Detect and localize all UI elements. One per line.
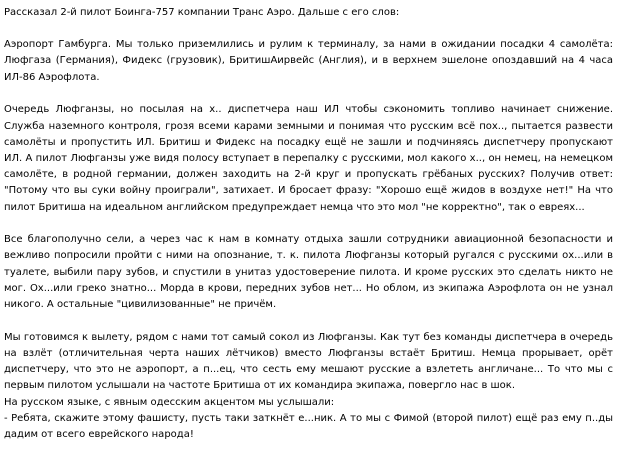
article-text xyxy=(4,5,613,443)
paragraph-accent: На русском языке, с явным одесским акцентом мы услышали: xyxy=(4,396,335,408)
paragraph-airport: Аэропорт Гамбурга. Мы только приземлились и рулим к терминалу, за нами в ожидании посадки 4 самолёта: Люфгаза (Германия), Фидекс (грузовик), БритишАирвейс (Англия), и в верхнем эшелоне опоздавший на 4 часа ИЛ-86 Аэрофлота. xyxy=(4,39,613,83)
paragraph-takeoff: Мы готовимся к вылету, рядом с нами тот самый сокол из Люфганзы. Как тут без команды диспетчера в очередь на взлёт (отличительная черта наших лётчиков) вместо Люфганзы встаёт Бритиш. Немца прорывает, орёт диспетчеру, что это не аэропорт, а п...ец, что сесть ему мешают русские а взлететь англичане... То что мы с первым пилотом услышали на частоте Бритиша от их командира экипажа, повергло нас в шок. xyxy=(4,331,613,392)
paragraph-queue: Очередь Люфганзы, но посылая на х.. диспетчера наш ИЛ чтобы сэкономить топливо начинает снижение. Служба наземного контроля, грозя всеми карами земными и понимая что русским всё пох.., пытается развести самолёты и пропустить ИЛ. Бритиш и Фидекс на посадку ещё не зашли и подчиняясь диспетчеру пропускают ИЛ. А пилот Люфганзы уже видя полосу вступает в перепалку с русскими, мол какого х.., он немец, на немецком самолёте, в родной германии, должен заходить на 2-й круг и пропускать грёбаных русских? Получив ответ: "Потому что вы суки войну проиграли", затихает. И бросает фразу: "Хорошо ещё жидов в воздухе нет!" На что пилот Бритиша на идеальном английском предупреждает немца что это мол "не корректно", так о евреях... xyxy=(4,104,613,213)
paragraph-quote: - Ребята, скажите этому фашисту, пусть таки заткнёт е...ник. А то мы с Фимой (второй пилот) ещё раз ему п..ды дадим от всего еврейского народа! xyxy=(4,412,613,440)
intro-line: Рассказал 2-й пилот Боинга-757 компании Транс Аэро. Дальше с его слов: xyxy=(4,7,400,18)
paragraph-landing: Все благополучно сели, а через час к нам в комнату отдыха зашли сотрудники авиационной безопасности и вежливо попросили пройти с ними на опознание, т. к. пилота Люфганзы который ругался с русскими ох...или в туалете, выбили пару зубов, и спустили в унитаз удостоверение пилота. И кроме русских это сделать никто не мог. Ох...или греко знатно... Морда в крови, передних зубов нет... Но облом, из экипажа Аэрофлота он не узнал никого. А остальные "цивилизованные" не причём. xyxy=(4,234,613,311)
